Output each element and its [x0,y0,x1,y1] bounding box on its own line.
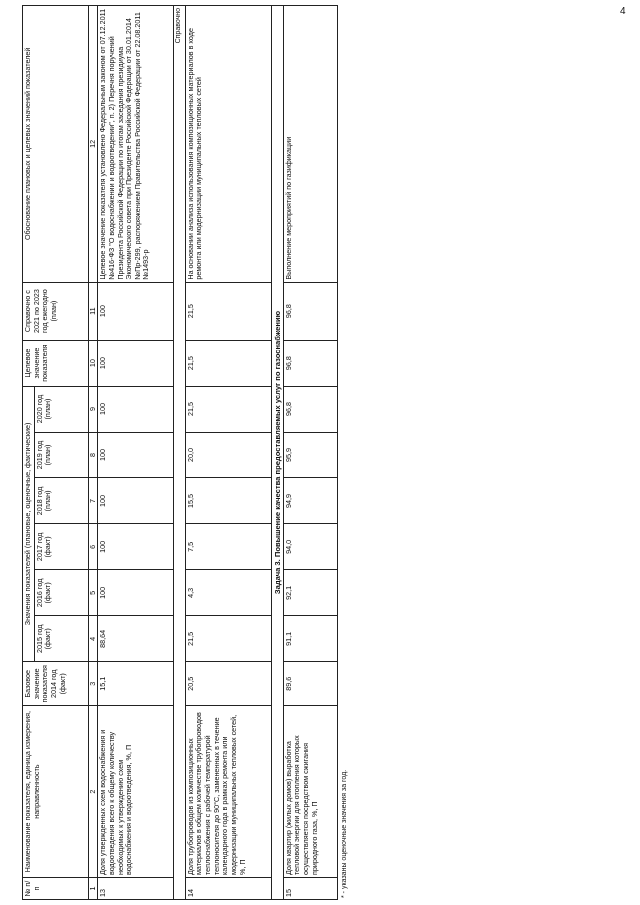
row-value: 94,0 [283,524,337,570]
header-year: 2018 год (план) [34,478,88,524]
row-value: 100 [98,478,174,524]
row-value: 100 [98,570,174,616]
rotated-page [22,5,392,900]
col-number: 7 [88,478,98,524]
row-base: 89,6 [283,662,337,706]
section-row [271,6,283,900]
col-number: 9 [88,386,98,432]
row-base: 20,5 [185,662,271,706]
row-basis: Выполнение мероприятий по газификации [283,6,337,283]
header-target: Целевое значение показателя [23,340,89,386]
footnote: * - указаны оценочные значения за год. [340,769,348,898]
table-row [185,6,271,900]
row-value: 88,64 [98,616,174,662]
header-ref: Справочно с 2021 по 2023 год ежегодно (план) [23,282,89,340]
row-base: 15,1 [98,662,174,706]
row-name: Доля утвержденных схем водоснабжения и водоотведения всего к общему количеству необходимых к утверждению схем водоснабжения и водоотведения, %, П [98,706,174,878]
col-number: 3 [88,662,98,706]
row-value: 21,5 [185,616,271,662]
col-number: 6 [88,524,98,570]
row-num: 15 [283,878,337,900]
header-year: 2020 год (план) [34,386,88,432]
row-ref: 21,5 [185,282,271,340]
header-name: Наименование показателя, единица измерения, направленность [23,706,89,878]
page-number: 4 [620,6,626,17]
header-basis: Обоснование плановых и целевых значений показателей [23,6,89,283]
row-value: 7,5 [185,524,271,570]
row-num: 14 [185,878,271,900]
header-year: 2015 год (факт) [34,616,88,662]
row-value: 20,0 [185,432,271,478]
sprav-label: Справочно [174,6,185,900]
row-ref: 96,8 [283,282,337,340]
row-ref: 100 [98,282,174,340]
row-value: 15,5 [185,478,271,524]
sprav-row [174,6,185,900]
col-number: 12 [88,6,98,283]
row-value: 21,5 [185,386,271,432]
row-name: Доля трубопроводов из композиционных материалов в общем количестве трубопроводов теплоснабжения с рабочей температурой теплоносителя до 90°С, замененных в течение календарного года в рамках ремонта или модернизации муниципальных тепловых сетей, %, П [185,706,271,878]
header-base: Базовое значение показателя 2014 год (факт) [23,662,89,706]
col-number: 1 [88,878,98,900]
row-value: 91,1 [283,616,337,662]
row-value: 100 [98,432,174,478]
row-value: 94,9 [283,478,337,524]
section-title: Задача 3. Повышение качества предоставляемых услуг по газоснабжению [271,6,283,900]
header-group: Значения показателей (плановые, оценочные, фактические) [23,386,35,662]
header-year: 2016 год (факт) [34,570,88,616]
col-number: 10 [88,340,98,386]
row-value: 92,1 [283,570,337,616]
row-value: 95,9 [283,432,337,478]
row-target: 96,8 [283,340,337,386]
header-num: № п/п [23,878,89,900]
row-target: 100 [98,340,174,386]
row-value: 100 [98,386,174,432]
row-value: 96,8 [283,386,337,432]
row-basis: Целевое значение показателя установлено Федеральным законом от 07.12.2011 №416-ФЗ "О водоснабжении и водоотведении", п. 2) Перечня поручений Президента Российской Федерации по итогам заседания президиума Экономического совета при Президенте Российской Федерации от 30.01.2014 №Пр-299, распоряжением Правительства Российской Федерации от 22.08.2011 №1493-р [98,6,174,283]
col-number: 5 [88,570,98,616]
header-year: 2017 год (факт) [34,524,88,570]
row-basis: На основании анализа использования композиционных материалов в ходе ремонта или модернизации муниципальных тепловых сетей [185,6,271,283]
col-number: 8 [88,432,98,478]
col-number: 2 [88,706,98,878]
col-number: 11 [88,282,98,340]
header-year: 2019 год (план) [34,432,88,478]
column-number-row [88,6,98,900]
row-target: 21,5 [185,340,271,386]
table-row [283,6,337,900]
row-name: Доля квартир (жилых домов) выработка тепловой энергии для отопления которых осуществляется посредством сжигания природного газа, %, П [283,706,337,878]
row-value: 4,3 [185,570,271,616]
header-row-1 [23,6,35,900]
indicators-table [22,5,338,900]
table-row [98,6,174,900]
col-number: 4 [88,616,98,662]
row-num: 13 [98,878,174,900]
row-value: 100 [98,524,174,570]
